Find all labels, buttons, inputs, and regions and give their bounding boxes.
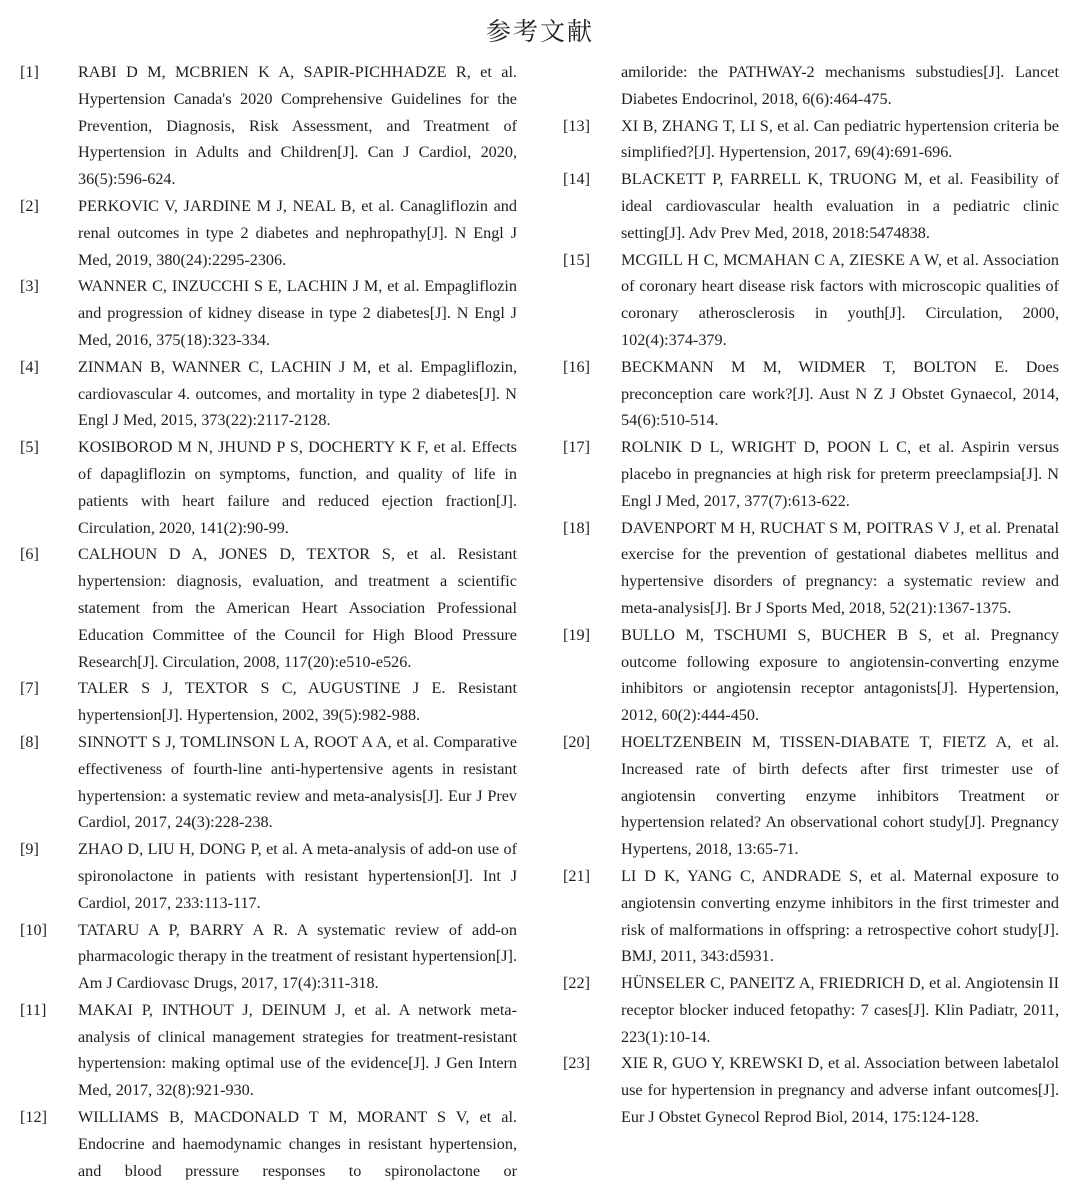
reference-item <box>563 354 1059 434</box>
reference-column-left <box>20 59 517 1184</box>
reference-item <box>20 434 517 541</box>
reference-number: [21] <box>563 866 590 885</box>
reference-item <box>563 434 1059 514</box>
reference-item <box>20 541 517 675</box>
reference-item <box>20 354 517 434</box>
reference-text: ZINMAN B, WANNER C, LACHIN J M, et al. Empagliflozin, cardiovascular 4. outcomes, and mortality in type 2 diabetes[J]. N Engl J Med, 2015, 373(22):2117-2128. <box>78 357 517 430</box>
reference-column-right <box>563 59 1059 1131</box>
reference-text: WILLIAMS B, MACDONALD T M, MORANT S V, et al. Endocrine and haemodynamic changes in resistant hypertension, and blood pressure responses to spironolactone or <box>78 1108 517 1180</box>
reference-number: [4] <box>20 357 39 376</box>
reference-number: [14] <box>563 170 590 189</box>
reference-item <box>563 622 1059 729</box>
reference-text: SINNOTT S J, TOMLINSON L A, ROOT A A, et al. Comparative effectiveness of fourth-line anti-hypertensive agents in resistant hypertension: a systematic review and meta-analysis[J]. Eur J Prev Cardiol, 2017, 24(3):228-238. <box>78 732 517 832</box>
reference-text: HOELTZENBEIN M, TISSEN-DIABATE T, FIETZ A, et al. Increased rate of birth defects after first trimester use of angiotensin converting enzyme inhibitors Treatment or hypertension related? An observational cohort study[J]. Pregnancy Hypertens, 2018, 13:65-71. <box>621 732 1059 859</box>
reference-item <box>20 273 517 353</box>
reference-number: [1] <box>20 63 39 81</box>
reference-item <box>563 166 1059 246</box>
reference-text: XI B, ZHANG T, LI S, et al. Can pediatric hypertension criteria be simplified?[J]. Hypertension, 2017, 69(4):691-696. <box>621 116 1059 162</box>
reference-number: [6] <box>20 545 39 564</box>
reference-number: [16] <box>563 357 590 376</box>
reference-number: [23] <box>563 1054 590 1073</box>
reference-text: HÜNSELER C, PANEITZ A, FRIEDRICH D, et al. Angiotensin II receptor blocker induced fetopathy: 7 cases[J]. Klin Padiatr, 2011, 223(1):10-14. <box>621 974 1059 1046</box>
reference-text: BLACKETT P, FARRELL K, TRUONG M, et al. Feasibility of ideal cardiovascular health evaluation in a pediatric clinic setting[J]. Adv Prev Med, 2018, 2018:5474838. <box>621 170 1059 242</box>
reference-text: TATARU A P, BARRY A R. A systematic review of add-on pharmacologic therapy in the treatment of resistant hypertension[J]. Am J Cardiovasc Drugs, 2017, 17(4):311-318. <box>78 920 517 993</box>
reference-text: DAVENPORT M H, RUCHAT S M, POITRAS V J, et al. Prenatal exercise for the prevention of gestational diabetes mellitus and hypertensive disorders of pregnancy: a systematic review and meta-analysis[J]. Br J Sports Med, 2018, 52(21):1367-1375. <box>621 518 1059 617</box>
reference-item <box>20 1104 517 1184</box>
reference-number: [8] <box>20 732 39 751</box>
reference-text: CALHOUN D A, JONES D, TEXTOR S, et al. Resistant hypertension: diagnosis, evaluation, and treatment a scientific statement from the American Heart Association Professional Education Committee of the Council for High Blood Pressure Research[J]. Circulation, 2008, 117(20):e510-e526. <box>78 545 517 671</box>
reference-text: BULLO M, TSCHUMI S, BUCHER B S, et al. Pregnancy outcome following exposure to angiotensin-converting enzyme inhibitors or angiotensin receptor antagonists[J]. Hypertension, 2012, 60(2):444-450. <box>621 625 1059 725</box>
reference-item <box>563 729 1059 863</box>
reference-text: WANNER C, INZUCCHI S E, LACHIN J M, et al. Empagliflozin and progression of kidney disease in type 2 diabetes[J]. N Engl J Med, 2016, 375(18):323-334. <box>78 277 517 349</box>
reference-item <box>563 863 1059 970</box>
reference-text: RABI D M, MCBRIEN K A, SAPIR-PICHHADZE R, et al. Hypertension Canada's 2020 Comprehensive Guidelines for the Prevention, Diagnosis, Risk Assessment, and Treatment of Hypertension in Adults and Children[J]. Can J Cardiol, 2020, 36(5):596-624. <box>78 63 517 189</box>
reference-number: [22] <box>563 974 590 993</box>
reference-continuation: amiloride: the PATHWAY-2 mechanisms substudies[J]. Lancet Diabetes Endocrinol, 2018, 6(6):464-475. <box>621 63 1059 108</box>
reference-item <box>563 1050 1059 1130</box>
reference-number: [20] <box>563 732 590 751</box>
reference-text: LI D K, YANG C, ANDRADE S, et al. Maternal exposure to angiotensin converting enzyme inhibitors in the first trimester and risk of malformations in offspring: a retrospective cohort study[J]. BMJ, 2011, 343:d5931. <box>621 866 1059 966</box>
page-title: 参考文献 <box>485 17 594 46</box>
reference-item <box>20 193 517 273</box>
reference-text: MAKAI P, INTHOUT J, DEINUM J, et al. A network meta-analysis of clinical management strategies for treatment-resistant hypertension: making optimal use of the evidence[J]. J Gen Intern Med, 2017, 32(8):921-930. <box>78 1000 517 1100</box>
reference-text: KOSIBOROD M N, JHUND P S, DOCHERTY K F, et al. Effects of dapagliflozin on symptoms, function, and quality of life in patients with heart failure and reduced ejection fraction[J]. Circulation, 2020, 141(2):90-99. <box>78 438 517 537</box>
reference-number: [3] <box>20 277 39 296</box>
reference-item <box>20 675 517 729</box>
reference-number: [13] <box>563 116 590 135</box>
reference-text: TALER S J, TEXTOR S C, AUGUSTINE J E. Resistant hypertension[J]. Hypertension, 2002, 39(5):982-988. <box>78 679 517 725</box>
reference-number: [12] <box>20 1108 47 1127</box>
reference-item <box>20 997 517 1104</box>
reference-text: MCGILL H C, MCMAHAN C A, ZIESKE A W, et al. Association of coronary heart disease risk factors with microscopic qualities of coronary atherosclerosis in youth[J]. Circulation, 2000, 102(4):374-379. <box>621 250 1059 349</box>
reference-number: [5] <box>20 438 39 457</box>
reference-number: [10] <box>20 920 47 939</box>
reference-number: [18] <box>563 518 590 537</box>
reference-text: ZHAO D, LIU H, DONG P, et al. A meta-analysis of add-on use of spironolactone in patients with resistant hypertension[J]. Int J Cardiol, 2017, 233:113-117. <box>78 840 517 912</box>
reference-number: [15] <box>563 250 590 269</box>
reference-number: [2] <box>20 196 39 215</box>
reference-number: [7] <box>20 679 39 698</box>
reference-text: BECKMANN M M, WIDMER T, BOLTON E. Does preconception care work?[J]. Aust N Z J Obstet Gynaecol, 2014, 54(6):510-514. <box>621 357 1059 430</box>
reference-item <box>563 970 1059 1050</box>
reference-number: [17] <box>563 438 590 457</box>
reference-text: PERKOVIC V, JARDINE M J, NEAL B, et al. Canagliflozin and renal outcomes in type 2 diabetes and nephropathy[J]. N Engl J Med, 2019, 380(24):2295-2306. <box>78 196 517 269</box>
reference-item <box>20 729 517 836</box>
reference-number: [11] <box>20 1000 47 1019</box>
reference-number: [9] <box>20 840 39 859</box>
reference-item <box>20 59 517 193</box>
reference-item <box>563 247 1059 354</box>
reference-item <box>20 836 517 916</box>
reference-text: ROLNIK D L, WRIGHT D, POON L C, et al. Aspirin versus placebo in pregnancies at high risk for preterm preeclampsia[J]. N Engl J Med, 2017, 377(7):613-622. <box>621 438 1059 510</box>
reference-item <box>563 113 1059 167</box>
reference-number: [19] <box>563 625 590 644</box>
reference-text: XIE R, GUO Y, KREWSKI D, et al. Association between labetalol use for hypertension in pregnancy and adverse infant outcomes[J]. Eur J Obstet Gynecol Reprod Biol, 2014, 175:124-128. <box>621 1054 1059 1127</box>
reference-item <box>563 515 1059 622</box>
reference-item <box>20 917 517 997</box>
